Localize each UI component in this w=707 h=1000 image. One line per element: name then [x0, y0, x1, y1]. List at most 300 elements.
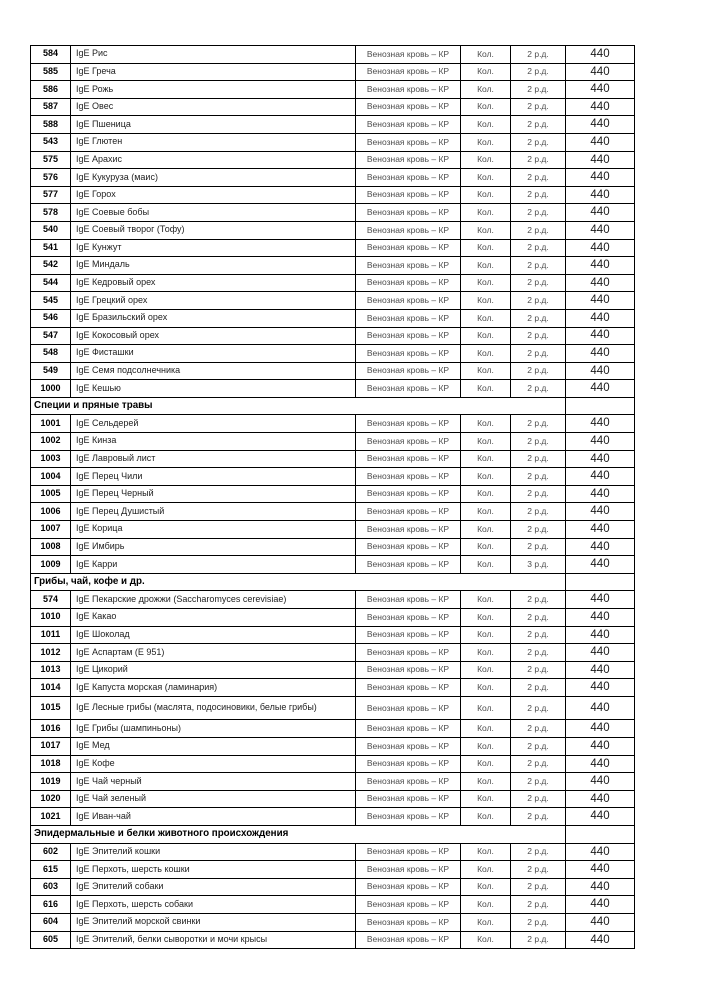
- biomaterial-cell: Венозная кровь – КР: [355, 644, 460, 662]
- test-name: IgE Перец Черный: [70, 486, 355, 504]
- turnaround-cell: 2 р.д.: [510, 644, 565, 662]
- test-code: 1009: [30, 556, 70, 574]
- test-name: IgE Пшеница: [70, 116, 355, 134]
- test-code: 1010: [30, 609, 70, 627]
- test-code: 549: [30, 363, 70, 381]
- biomaterial-cell: Венозная кровь – КР: [355, 914, 460, 932]
- turnaround-cell: 2 р.д.: [510, 468, 565, 486]
- test-name: IgE Глютен: [70, 134, 355, 152]
- biomaterial-cell: Венозная кровь – КР: [355, 169, 460, 187]
- test-code: 1003: [30, 451, 70, 469]
- biomaterial-cell: Венозная кровь – КР: [355, 773, 460, 791]
- price-cell: 440: [565, 932, 634, 950]
- result-type-cell: Кол.: [460, 468, 510, 486]
- table-row: [30, 697, 634, 721]
- biomaterial-cell: Венозная кровь – КР: [355, 609, 460, 627]
- test-code: 540: [30, 222, 70, 240]
- test-name: IgE Арахис: [70, 152, 355, 170]
- test-code: 1014: [30, 679, 70, 697]
- result-type-cell: Кол.: [460, 257, 510, 275]
- price-cell: 440: [565, 134, 634, 152]
- table-row: [30, 345, 634, 363]
- price-cell: 440: [565, 415, 634, 433]
- table-row: [30, 932, 634, 950]
- price-cell: 440: [565, 662, 634, 680]
- result-type-cell: Кол.: [460, 697, 510, 721]
- biomaterial-cell: Венозная кровь – КР: [355, 134, 460, 152]
- biomaterial-cell: Венозная кровь – КР: [355, 152, 460, 170]
- biomaterial-cell: Венозная кровь – КР: [355, 187, 460, 205]
- turnaround-cell: 2 р.д.: [510, 627, 565, 645]
- result-type-cell: Кол.: [460, 486, 510, 504]
- table-row: [30, 240, 634, 258]
- table-row: [30, 662, 634, 680]
- biomaterial-cell: Венозная кровь – КР: [355, 222, 460, 240]
- test-name: IgE Бразильский орех: [70, 310, 355, 328]
- price-cell: 440: [565, 756, 634, 774]
- result-type-cell: Кол.: [460, 240, 510, 258]
- test-name: IgE Грецкий орех: [70, 292, 355, 310]
- turnaround-cell: 2 р.д.: [510, 257, 565, 275]
- turnaround-cell: 2 р.д.: [510, 932, 565, 950]
- result-type-cell: Кол.: [460, 451, 510, 469]
- table-row: [30, 773, 634, 791]
- test-code: 1019: [30, 773, 70, 791]
- biomaterial-cell: Венозная кровь – КР: [355, 328, 460, 346]
- biomaterial-cell: Венозная кровь – КР: [355, 257, 460, 275]
- price-cell: 440: [565, 644, 634, 662]
- test-code: 541: [30, 240, 70, 258]
- result-type-cell: Кол.: [460, 46, 510, 64]
- biomaterial-cell: Венозная кровь – КР: [355, 738, 460, 756]
- test-code: 548: [30, 345, 70, 363]
- test-name: IgE Горох: [70, 187, 355, 205]
- result-type-cell: Кол.: [460, 879, 510, 897]
- price-cell: 440: [565, 521, 634, 539]
- price-cell: 440: [565, 503, 634, 521]
- price-cell: 440: [565, 896, 634, 914]
- price-cell: 440: [565, 914, 634, 932]
- turnaround-cell: 2 р.д.: [510, 539, 565, 557]
- test-name: IgE Семя подсолнечника: [70, 363, 355, 381]
- table-row: [30, 486, 634, 504]
- turnaround-cell: 3 р.д.: [510, 556, 565, 574]
- turnaround-cell: 2 р.д.: [510, 521, 565, 539]
- test-code: 547: [30, 328, 70, 346]
- turnaround-cell: 2 р.д.: [510, 310, 565, 328]
- biomaterial-cell: Венозная кровь – КР: [355, 879, 460, 897]
- price-cell: 440: [565, 81, 634, 99]
- table-row: [30, 808, 634, 826]
- biomaterial-cell: Венозная кровь – КР: [355, 240, 460, 258]
- test-name: IgE Цикорий: [70, 662, 355, 680]
- turnaround-cell: 2 р.д.: [510, 81, 565, 99]
- table-row: [30, 756, 634, 774]
- price-cell: 440: [565, 539, 634, 557]
- table-row: [30, 169, 634, 187]
- table-row: [30, 292, 634, 310]
- table-row: [30, 46, 634, 64]
- price-cell: 440: [565, 861, 634, 879]
- biomaterial-cell: Венозная кровь – КР: [355, 844, 460, 862]
- price-cell: 440: [565, 240, 634, 258]
- result-type-cell: Кол.: [460, 152, 510, 170]
- result-type-cell: Кол.: [460, 662, 510, 680]
- table-row: [30, 627, 634, 645]
- price-cell: 440: [565, 451, 634, 469]
- turnaround-cell: 2 р.д.: [510, 187, 565, 205]
- biomaterial-cell: Венозная кровь – КР: [355, 363, 460, 381]
- price-cell: 440: [565, 292, 634, 310]
- biomaterial-cell: Венозная кровь – КР: [355, 64, 460, 82]
- test-name: IgE Греча: [70, 64, 355, 82]
- test-code: 1004: [30, 468, 70, 486]
- turnaround-cell: 2 р.д.: [510, 662, 565, 680]
- test-code: 1016: [30, 720, 70, 738]
- result-type-cell: Кол.: [460, 521, 510, 539]
- test-name: IgE Кукуруза (маис): [70, 169, 355, 187]
- table-row: [30, 861, 634, 879]
- price-cell: 440: [565, 257, 634, 275]
- result-type-cell: Кол.: [460, 433, 510, 451]
- result-type-cell: Кол.: [460, 204, 510, 222]
- turnaround-cell: 2 р.д.: [510, 914, 565, 932]
- result-type-cell: Кол.: [460, 627, 510, 645]
- test-name: IgE Овес: [70, 99, 355, 117]
- test-name: IgE Соевые бобы: [70, 204, 355, 222]
- turnaround-cell: 2 р.д.: [510, 363, 565, 381]
- test-code: 588: [30, 116, 70, 134]
- test-code: 615: [30, 861, 70, 879]
- table-row: [30, 791, 634, 809]
- table-row: [30, 187, 634, 205]
- turnaround-cell: 2 р.д.: [510, 808, 565, 826]
- price-cell: 440: [565, 380, 634, 398]
- biomaterial-cell: Венозная кровь – КР: [355, 415, 460, 433]
- biomaterial-cell: Венозная кровь – КР: [355, 861, 460, 879]
- test-code: 586: [30, 81, 70, 99]
- test-name: IgE Кокосовый орех: [70, 328, 355, 346]
- biomaterial-cell: Венозная кровь – КР: [355, 720, 460, 738]
- test-code: 1020: [30, 791, 70, 809]
- price-cell: 440: [565, 169, 634, 187]
- test-name: IgE Эпителий собаки: [70, 879, 355, 897]
- price-cell: 440: [565, 64, 634, 82]
- table-row: [30, 134, 634, 152]
- test-code: 1012: [30, 644, 70, 662]
- table-row: [30, 451, 634, 469]
- price-cell: 440: [565, 310, 634, 328]
- result-type-cell: Кол.: [460, 861, 510, 879]
- turnaround-cell: 2 р.д.: [510, 64, 565, 82]
- test-name: IgE Имбирь: [70, 539, 355, 557]
- price-cell: 440: [565, 591, 634, 609]
- result-type-cell: Кол.: [460, 380, 510, 398]
- turnaround-cell: 2 р.д.: [510, 756, 565, 774]
- table-row: [30, 914, 634, 932]
- test-code: 1007: [30, 521, 70, 539]
- price-cell: 440: [565, 328, 634, 346]
- result-type-cell: Кол.: [460, 773, 510, 791]
- test-code: 1006: [30, 503, 70, 521]
- test-name: IgE Сельдерей: [70, 415, 355, 433]
- price-cell: 440: [565, 204, 634, 222]
- price-cell: 440: [565, 46, 634, 64]
- price-cell: 440: [565, 627, 634, 645]
- biomaterial-cell: Венозная кровь – КР: [355, 292, 460, 310]
- turnaround-cell: 2 р.д.: [510, 152, 565, 170]
- result-type-cell: Кол.: [460, 591, 510, 609]
- turnaround-cell: 2 р.д.: [510, 415, 565, 433]
- table-row: [30, 539, 634, 557]
- turnaround-cell: 2 р.д.: [510, 380, 565, 398]
- price-cell: 440: [565, 486, 634, 504]
- biomaterial-cell: Венозная кровь – КР: [355, 679, 460, 697]
- biomaterial-cell: Венозная кровь – КР: [355, 932, 460, 950]
- test-name: IgE Мед: [70, 738, 355, 756]
- result-type-cell: Кол.: [460, 275, 510, 293]
- price-cell: 440: [565, 609, 634, 627]
- test-name: IgE Соевый творог (Тофу): [70, 222, 355, 240]
- result-type-cell: Кол.: [460, 503, 510, 521]
- test-code: 546: [30, 310, 70, 328]
- biomaterial-cell: Венозная кровь – КР: [355, 808, 460, 826]
- turnaround-cell: 2 р.д.: [510, 345, 565, 363]
- price-cell: 440: [565, 773, 634, 791]
- price-cell: 440: [565, 879, 634, 897]
- price-cell: 440: [565, 791, 634, 809]
- table-row: [30, 433, 634, 451]
- test-code: 545: [30, 292, 70, 310]
- biomaterial-cell: Венозная кровь – КР: [355, 310, 460, 328]
- result-type-cell: Кол.: [460, 644, 510, 662]
- price-cell: 440: [565, 275, 634, 293]
- test-code: 574: [30, 591, 70, 609]
- result-type-cell: Кол.: [460, 187, 510, 205]
- biomaterial-cell: Венозная кровь – КР: [355, 539, 460, 557]
- result-type-cell: Кол.: [460, 99, 510, 117]
- biomaterial-cell: Венозная кровь – КР: [355, 116, 460, 134]
- result-type-cell: Кол.: [460, 896, 510, 914]
- turnaround-cell: 2 р.д.: [510, 169, 565, 187]
- test-name: IgE Кофе: [70, 756, 355, 774]
- turnaround-cell: 2 р.д.: [510, 791, 565, 809]
- table-row: [30, 521, 634, 539]
- test-code: 616: [30, 896, 70, 914]
- turnaround-cell: 2 р.д.: [510, 99, 565, 117]
- test-name: IgE Кешью: [70, 380, 355, 398]
- table-row: [30, 679, 634, 697]
- test-code: 543: [30, 134, 70, 152]
- test-name: IgE Кунжут: [70, 240, 355, 258]
- result-type-cell: Кол.: [460, 169, 510, 187]
- biomaterial-cell: Венозная кровь – КР: [355, 486, 460, 504]
- turnaround-cell: 2 р.д.: [510, 204, 565, 222]
- table-row: [30, 415, 634, 433]
- test-code: 1017: [30, 738, 70, 756]
- turnaround-cell: 2 р.д.: [510, 720, 565, 738]
- test-code: 1005: [30, 486, 70, 504]
- biomaterial-cell: Венозная кровь – КР: [355, 433, 460, 451]
- turnaround-cell: 2 р.д.: [510, 879, 565, 897]
- table-row: [30, 257, 634, 275]
- result-type-cell: Кол.: [460, 844, 510, 862]
- section-title: Специи и пряные травы: [30, 398, 565, 416]
- turnaround-cell: 2 р.д.: [510, 738, 565, 756]
- biomaterial-cell: Венозная кровь – КР: [355, 791, 460, 809]
- price-cell: 440: [565, 99, 634, 117]
- turnaround-cell: 2 р.д.: [510, 292, 565, 310]
- biomaterial-cell: Венозная кровь – КР: [355, 99, 460, 117]
- test-code: 1001: [30, 415, 70, 433]
- test-code: 1018: [30, 756, 70, 774]
- turnaround-cell: 2 р.д.: [510, 240, 565, 258]
- turnaround-cell: 2 р.д.: [510, 275, 565, 293]
- result-type-cell: Кол.: [460, 328, 510, 346]
- test-name: IgE Перец Чили: [70, 468, 355, 486]
- section-header-row: [30, 826, 634, 844]
- table-row: [30, 363, 634, 381]
- table-row: [30, 222, 634, 240]
- result-type-cell: Кол.: [460, 539, 510, 557]
- biomaterial-cell: Венозная кровь – КР: [355, 521, 460, 539]
- test-code: 1015: [30, 697, 70, 721]
- table-row: [30, 738, 634, 756]
- test-code: 1000: [30, 380, 70, 398]
- test-code: 1011: [30, 627, 70, 645]
- turnaround-cell: 2 р.д.: [510, 486, 565, 504]
- table-row: [30, 99, 634, 117]
- price-cell: 440: [565, 720, 634, 738]
- result-type-cell: Кол.: [460, 222, 510, 240]
- turnaround-cell: 2 р.д.: [510, 503, 565, 521]
- test-name: IgE Аспартам (Е 951): [70, 644, 355, 662]
- biomaterial-cell: Венозная кровь – КР: [355, 756, 460, 774]
- table-row: [30, 609, 634, 627]
- test-code: 602: [30, 844, 70, 862]
- biomaterial-cell: Венозная кровь – КР: [355, 503, 460, 521]
- turnaround-cell: 2 р.д.: [510, 679, 565, 697]
- biomaterial-cell: Венозная кровь – КР: [355, 46, 460, 64]
- table-row: [30, 720, 634, 738]
- table-row: [30, 644, 634, 662]
- section-header-row: [30, 398, 634, 416]
- biomaterial-cell: Венозная кровь – КР: [355, 451, 460, 469]
- result-type-cell: Кол.: [460, 292, 510, 310]
- test-name: IgE Миндаль: [70, 257, 355, 275]
- turnaround-cell: 2 р.д.: [510, 697, 565, 721]
- table-row: [30, 81, 634, 99]
- test-name: IgE Рис: [70, 46, 355, 64]
- table-row: [30, 591, 634, 609]
- table-row: [30, 556, 634, 574]
- test-name: IgE Чай черный: [70, 773, 355, 791]
- price-cell: 440: [565, 187, 634, 205]
- result-type-cell: Кол.: [460, 720, 510, 738]
- biomaterial-cell: Венозная кровь – КР: [355, 468, 460, 486]
- test-code: 1002: [30, 433, 70, 451]
- turnaround-cell: 2 р.д.: [510, 46, 565, 64]
- biomaterial-cell: Венозная кровь – КР: [355, 591, 460, 609]
- price-cell: 440: [565, 697, 634, 721]
- test-name: IgE Корица: [70, 521, 355, 539]
- test-code: 575: [30, 152, 70, 170]
- price-cell: 440: [565, 433, 634, 451]
- test-code: 542: [30, 257, 70, 275]
- result-type-cell: Кол.: [460, 808, 510, 826]
- turnaround-cell: 2 р.д.: [510, 134, 565, 152]
- section-empty-price-cell: [565, 826, 634, 844]
- table-row: [30, 468, 634, 486]
- table-row: [30, 503, 634, 521]
- test-name: IgE Лесные грибы (маслята, подосиновики, белые грибы): [70, 697, 355, 721]
- test-name: IgE Шоколад: [70, 627, 355, 645]
- test-code: 1013: [30, 662, 70, 680]
- turnaround-cell: 2 р.д.: [510, 116, 565, 134]
- biomaterial-cell: Венозная кровь – КР: [355, 662, 460, 680]
- price-cell: 440: [565, 363, 634, 381]
- test-code: 1008: [30, 539, 70, 557]
- table-row: [30, 844, 634, 862]
- result-type-cell: Кол.: [460, 134, 510, 152]
- biomaterial-cell: Венозная кровь – КР: [355, 896, 460, 914]
- biomaterial-cell: Венозная кровь – КР: [355, 204, 460, 222]
- test-name: IgE Кинза: [70, 433, 355, 451]
- table-row: [30, 380, 634, 398]
- test-name: IgE Перец Душистый: [70, 503, 355, 521]
- result-type-cell: Кол.: [460, 609, 510, 627]
- table-row: [30, 879, 634, 897]
- test-name: IgE Перхоть, шерсть кошки: [70, 861, 355, 879]
- test-name: IgE Кедровый орех: [70, 275, 355, 293]
- result-type-cell: Кол.: [460, 791, 510, 809]
- test-name: IgE Какао: [70, 609, 355, 627]
- turnaround-cell: 2 р.д.: [510, 222, 565, 240]
- test-code: 577: [30, 187, 70, 205]
- table-row: [30, 204, 634, 222]
- result-type-cell: Кол.: [460, 64, 510, 82]
- price-cell: 440: [565, 738, 634, 756]
- table-row: [30, 896, 634, 914]
- biomaterial-cell: Венозная кровь – КР: [355, 81, 460, 99]
- result-type-cell: Кол.: [460, 363, 510, 381]
- result-type-cell: Кол.: [460, 556, 510, 574]
- test-code: 585: [30, 64, 70, 82]
- biomaterial-cell: Венозная кровь – КР: [355, 627, 460, 645]
- section-title: Эпидермальные и белки животного происхождения: [30, 826, 565, 844]
- test-name: IgE Чай зеленый: [70, 791, 355, 809]
- result-type-cell: Кол.: [460, 310, 510, 328]
- test-name: IgE Лавровый лист: [70, 451, 355, 469]
- turnaround-cell: 2 р.д.: [510, 896, 565, 914]
- result-type-cell: Кол.: [460, 345, 510, 363]
- test-code: 604: [30, 914, 70, 932]
- test-name: IgE Капуста морская (ламинария): [70, 679, 355, 697]
- price-cell: 440: [565, 808, 634, 826]
- turnaround-cell: 2 р.д.: [510, 451, 565, 469]
- result-type-cell: Кол.: [460, 81, 510, 99]
- test-name: IgE Пекарские дрожжи (Saccharomyces cerevisiae): [70, 591, 355, 609]
- section-header-row: [30, 574, 634, 592]
- price-cell: 440: [565, 152, 634, 170]
- turnaround-cell: 2 р.д.: [510, 861, 565, 879]
- price-cell: 440: [565, 679, 634, 697]
- test-code: 1021: [30, 808, 70, 826]
- price-cell: 440: [565, 468, 634, 486]
- test-code: 605: [30, 932, 70, 950]
- turnaround-cell: 2 р.д.: [510, 328, 565, 346]
- table-row: [30, 310, 634, 328]
